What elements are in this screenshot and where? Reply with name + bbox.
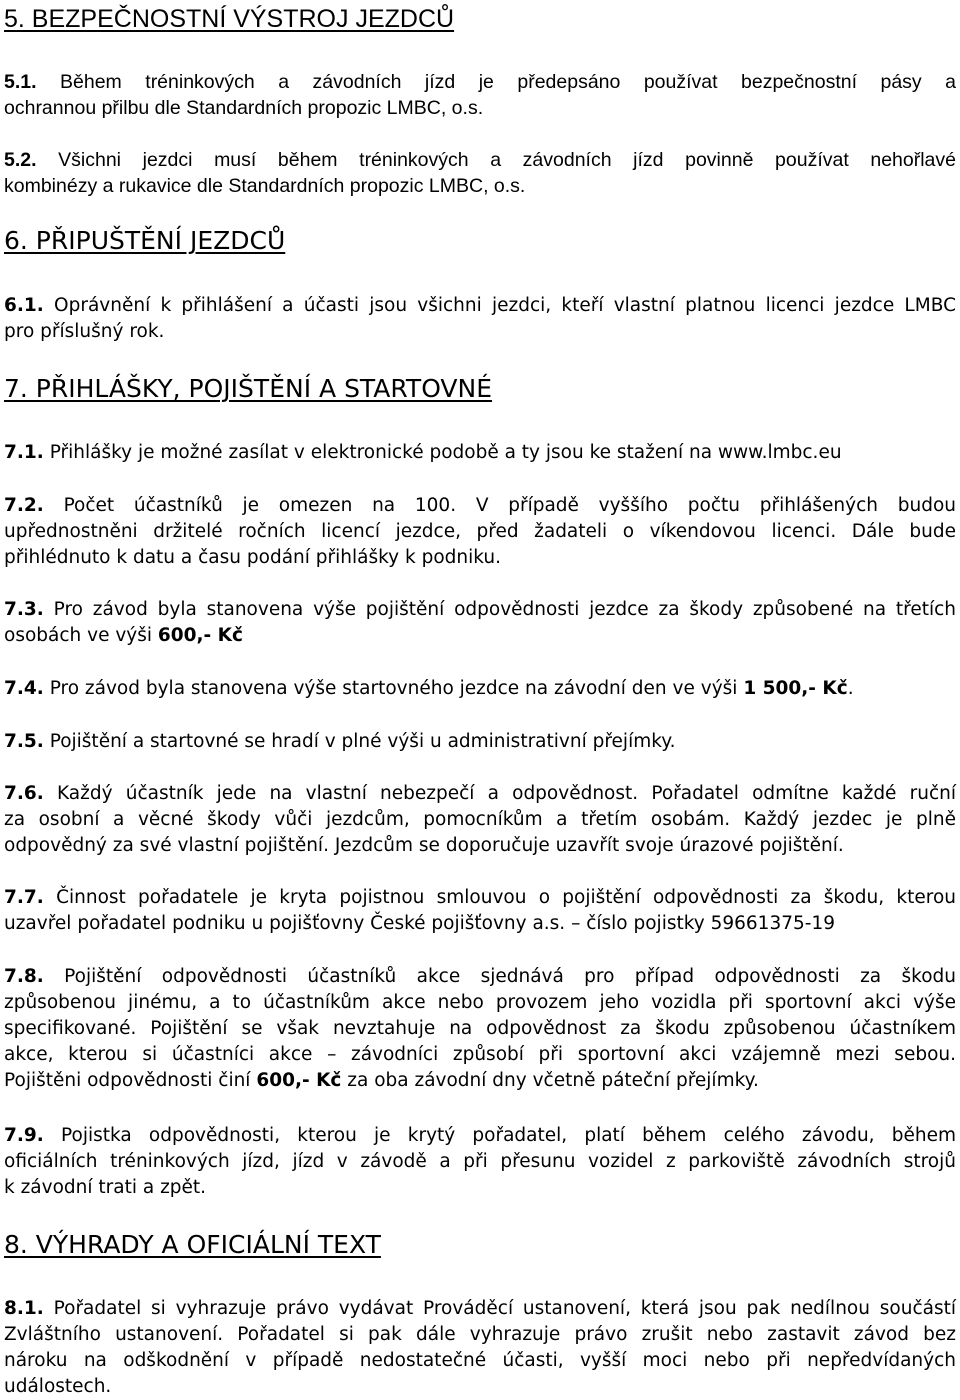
paragraph-text-line: Každý účastník jede na vlastní nebezpečí a odpovědnost. Pořadatel odmítne každé ruční xyxy=(57,783,956,804)
paragraph-5-2 xyxy=(4,147,956,199)
paragraph-text-line: kombinézy a rukavice dle Standardních propozic LMBC, o.s. xyxy=(4,175,526,197)
paragraph-7-4 xyxy=(4,676,956,702)
paragraph-number: 6.1. xyxy=(4,295,44,316)
paragraph-text-line: specifikované. Pojištění se však nevztahuje na odpovědnost za škodu způsobenou účastníkem xyxy=(4,1018,956,1039)
paragraph-text-line: odpovědný za své vlastní pojištění. Jezdcům se doporučuje uzavřít svoje úrazové pojištění. xyxy=(4,835,844,856)
paragraph-number: 7.2. xyxy=(4,495,44,516)
paragraph-7-5 xyxy=(4,729,956,755)
paragraph-text-line: Oprávnění k přihlášení a účasti jsou všichni jezdci, kteří vlastní platnou licenci jezdce LMBC xyxy=(54,295,956,316)
amount-value: 600,- Kč xyxy=(157,625,243,646)
paragraph-number: 7.7. xyxy=(4,887,44,908)
paragraph-text-line: Pořadatel si vyhrazuje právo vydávat Prováděcí ustanovení, která jsou pak nedílnou součástí xyxy=(53,1298,956,1319)
paragraph-text-tail: za oba závodní dny včetně páteční přejímky. xyxy=(341,1070,759,1091)
paragraph-text-line: nároku na odškodnění v případě nedostatečné účasti, vyšší moci nebo při nepředvídaných xyxy=(4,1350,956,1371)
paragraph-text-line: Počet účastníků je omezen na 100. V případě vyššího počtu přihlášených budou xyxy=(63,495,956,516)
paragraph-7-3 xyxy=(4,597,956,649)
section-6-title: 6. PŘIPUŠTĚNÍ JEZDCŮ xyxy=(4,226,286,255)
paragraph-text-line: způsobenou jinému, a to účastníkům akce nebo provozem jeho vozidla při sportovní akci výše xyxy=(4,992,956,1013)
section-8-title: 8. VÝHRADY A OFICIÁLNÍ TEXT xyxy=(4,1230,381,1259)
paragraph-text-line: osobách ve výši xyxy=(4,625,158,646)
paragraph-6-1 xyxy=(4,293,956,345)
paragraph-number: 7.8. xyxy=(4,966,44,987)
amount-value: 1 500,- Kč xyxy=(743,678,848,699)
paragraph-text-line: Během tréninkových a závodních jízd je předepsáno používat bezpečnostní pásy a xyxy=(60,71,956,93)
paragraph-number: 5.1. xyxy=(4,71,37,93)
paragraph-text-line: uzavřel pořadatel podniku u pojišťovny České pojišťovny a.s. – číslo pojistky 59661375-19 xyxy=(4,913,835,934)
paragraph-7-2 xyxy=(4,493,956,571)
section-7-title: 7. PŘIHLÁŠKY, POJIŠTĚNÍ A STARTOVNÉ xyxy=(4,374,493,403)
section-5-heading xyxy=(4,4,956,34)
paragraph-text-line: Činnost pořadatele je kryta pojistnou smlouvou o pojištění odpovědnosti za škodu, kterou xyxy=(56,887,956,908)
paragraph-text-line: pro příslušný rok. xyxy=(4,321,165,342)
paragraph-number: 5.2. xyxy=(4,149,37,171)
paragraph-7-9 xyxy=(4,1123,956,1201)
paragraph-text-line: přihlédnuto k datu a času podání přihlášky k podniku. xyxy=(4,547,501,568)
paragraph-number: 7.6. xyxy=(4,783,44,804)
paragraph-7-1 xyxy=(4,440,956,466)
paragraph-number: 7.5. xyxy=(4,731,44,752)
amount-value: 600,- Kč xyxy=(256,1070,342,1091)
paragraph-text-line: událostech. xyxy=(4,1376,112,1397)
paragraph-text-line: Všichni jezdci musí během tréninkových a závodních jízd povinně používat nehořlavé xyxy=(58,149,956,171)
paragraph-5-1 xyxy=(4,69,956,121)
paragraph-text-line: Pro závod byla stanovena výše startovného jezdce na závodní den ve výši xyxy=(49,678,744,699)
paragraph-text-line: Pro závod byla stanovena výše pojištění odpovědnosti jezdce za škody způsobené na třetích xyxy=(53,599,956,620)
paragraph-7-8 xyxy=(4,964,956,1094)
paragraph-number: 7.3. xyxy=(4,599,44,620)
paragraph-text-tail: . xyxy=(847,678,854,699)
paragraph-text-line: oficiálních tréninkových jízd, jízd v závodě a při přesunu vozidel z parkoviště závodních strojů xyxy=(4,1151,956,1172)
section-5-title: 5. BEZPEČNOSTNÍ VÝSTROJ JEZDCŮ xyxy=(4,5,455,33)
paragraph-text-line: Pojistka odpovědnosti, kterou je krytý pořadatel, platí během celého závodu, během xyxy=(61,1125,956,1146)
paragraph-text-line: Pojištěni odpovědnosti činí xyxy=(4,1070,257,1091)
paragraph-text-line: akce, kterou si účastníci akce – závodníci způsobí při sportovní akci vzájemně mezi sebou. xyxy=(4,1044,956,1065)
paragraph-text-line: Pojištění a startovné se hradí v plné výši u administrativní přejímky. xyxy=(49,731,676,752)
paragraph-text-line: upřednostněni držitelé ročních licencí jezdce, před žadateli o víkendovou licenci. Dále bude xyxy=(4,521,956,542)
section-7-heading xyxy=(4,374,956,404)
section-6-heading xyxy=(4,226,956,256)
paragraph-text-line: ochrannou přilbu dle Standardních propozic LMBC, o.s. xyxy=(4,97,484,119)
paragraph-7-6 xyxy=(4,781,956,859)
paragraph-number: 7.1. xyxy=(4,442,44,463)
paragraph-number: 7.9. xyxy=(4,1125,44,1146)
section-8-heading xyxy=(4,1230,956,1260)
paragraph-text-line: Pojištění odpovědnosti účastníků akce sjednává pro případ odpovědnosti za škodu xyxy=(64,966,956,987)
paragraph-text-line: Zvláštního ustanovení. Pořadatel si pak dále vyhrazuje právo zrušit nebo zastavit závod bez xyxy=(4,1324,956,1345)
paragraph-7-7 xyxy=(4,885,956,937)
paragraph-8-1 xyxy=(4,1296,956,1400)
paragraph-number: 7.4. xyxy=(4,678,44,699)
paragraph-text-line: za osobní a věcné škody vůči jezdcům, pomocníkům a třetím osobám. Každý jezdec je plně xyxy=(4,809,956,830)
paragraph-text-line: k závodní trati a zpět. xyxy=(4,1177,207,1198)
paragraph-text-line: Přihlášky je možné zasílat v elektronické podobě a ty jsou ke stažení na www.lmbc.eu xyxy=(49,442,842,463)
paragraph-number: 8.1. xyxy=(4,1298,44,1319)
